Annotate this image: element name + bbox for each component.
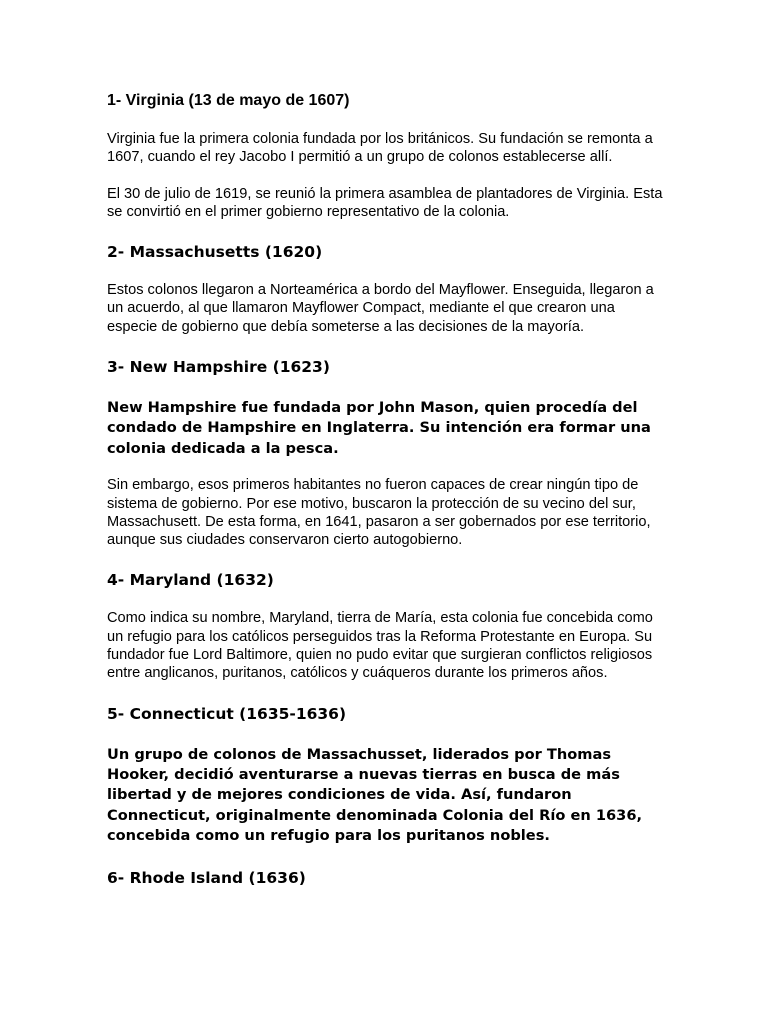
section-heading-virginia: 1- Virginia (13 de mayo de 1607) xyxy=(107,92,350,109)
paragraph-virginia-founding: Virginia fue la primera colonia fundada por los británicos. Su fundación se remonta a 1607, cuando el rey Jacobo I permitió a un grupo de colonos establecerse allí. xyxy=(107,131,653,166)
section-heading-connecticut: 5- Connecticut (1635-1636) xyxy=(107,704,347,723)
document-page xyxy=(107,91,667,888)
paragraph-maryland: Como indica su nombre, Maryland, tierra de María, esta colonia fue concebida como un refugio para los católicos perseguidos tras la Reforma Protestante en Europa. Su fundador fue Lord Baltimore, quien no pudo evitar que surgieran conflictos religiosos entre anglicanos, puritanos, católicos y cuáqueros durante los primeros años. xyxy=(107,610,653,682)
section-heading-maryland: 4- Maryland (1632) xyxy=(107,571,274,590)
section-heading-new-hampshire: 3- New Hampshire (1623) xyxy=(107,358,330,377)
bold-paragraph-connecticut: Un grupo de colonos de Massachusset, liderados por Thomas Hooker, decidió aventurarse a nuevas tierras en busca de más libertad y de mejores condiciones de vida. Así, fundaron Connecticut, originalmente denominada Colonia del Río en 1636, concebida como un refugio para los puritanos nobles. xyxy=(107,745,643,845)
section-heading-massachusetts: 2- Massachusetts (1620) xyxy=(107,243,323,262)
section-heading-rhode-island: 6- Rhode Island (1636) xyxy=(107,868,306,887)
paragraph-virginia-assembly: El 30 de julio de 1619, se reunió la primera asamblea de plantadores de Virginia. Esta se convirtió en el primer gobierno representativo de la colonia. xyxy=(107,185,663,220)
paragraph-massachusetts: Estos colonos llegaron a Norteamérica a bordo del Mayflower. Enseguida, llegaron a un acuerdo, al que llamaron Mayflower Compact, mediante el que crearon una especie de gobierno que debía someterse a las decisiones de la mayoría. xyxy=(107,282,654,335)
bold-paragraph-new-hampshire: New Hampshire fue fundada por John Mason, quien procedía del condado de Hampshire en Inglaterra. Su intención era formar una colonia dedicada a la pesca. xyxy=(107,399,651,457)
paragraph-new-hampshire: Sin embargo, esos primeros habitantes no fueron capaces de crear ningún tipo de sistema de gobierno. Por ese motivo, buscaron la protección de su vecino del sur, Massachusett. De esta forma, en 1641, pasaron a ser gobernados por ese territorio, aunque sus ciudades conservaron cierto autogobierno. xyxy=(107,477,651,549)
